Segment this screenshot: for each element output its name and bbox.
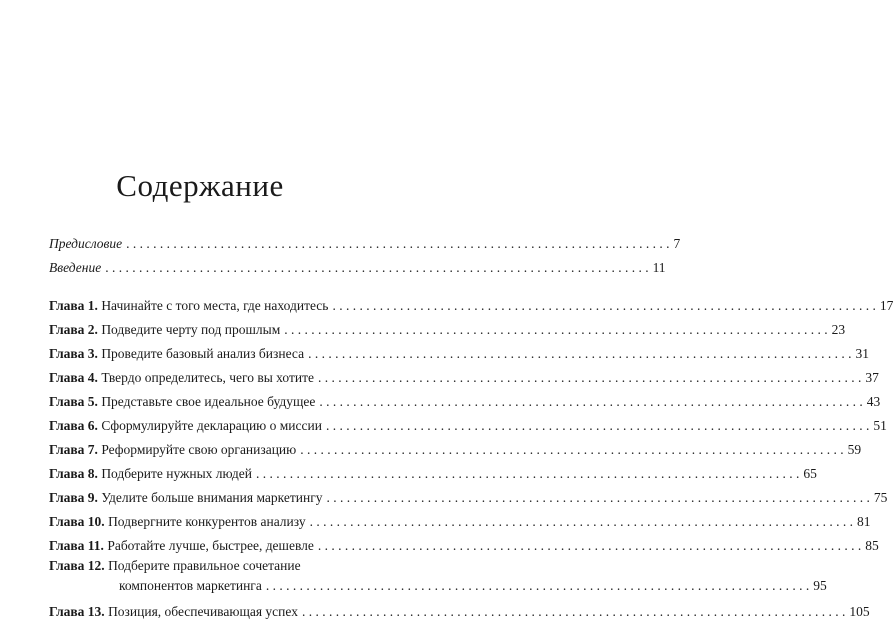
chapter-title: Твердо определитесь, чего вы хотите [101, 370, 314, 385]
chapter-title: Начинайте с того места, где находитесь [101, 298, 329, 313]
chapter-number: Глава 9. [49, 490, 98, 505]
dot-leader [310, 512, 853, 532]
toc-entry-chapter-5 [49, 388, 881, 412]
chapter-number: Глава 8. [49, 466, 98, 481]
toc-entry-chapter-13 [49, 598, 870, 622]
toc-page-number: 105 [849, 604, 870, 619]
chapter-title: Подберите правильное сочетание [108, 558, 301, 573]
chapter-title: Подведите черту под прошлым [101, 322, 281, 337]
chapter-number: Глава 13. [49, 604, 105, 619]
dot-leader [256, 464, 799, 484]
page-title: Содержание [116, 168, 284, 203]
chapter-number: Глава 11. [49, 538, 104, 553]
chapter-title: Подберите нужных людей [101, 466, 252, 481]
chapter-number: Глава 7. [49, 442, 98, 457]
dot-leader [327, 488, 870, 508]
chapter-number: Глава 3. [49, 346, 98, 361]
dot-leader [266, 576, 809, 596]
dot-leader [126, 234, 669, 254]
chapter-title: Реформируйте свою организацию [101, 442, 297, 457]
chapter-number: Глава 1. [49, 298, 98, 313]
toc-page-number: 85 [865, 538, 879, 553]
toc-page-number: 43 [866, 394, 881, 409]
toc-entry-chapter-4 [49, 364, 879, 388]
toc-page-number: 75 [873, 490, 888, 505]
chapter-title: Работайте лучше, быстрее, дешевле [107, 538, 314, 553]
dot-leader [302, 602, 845, 622]
dot-leader [326, 416, 869, 436]
toc-entry-chapter-9 [49, 484, 888, 508]
toc-page-number: 65 [803, 466, 817, 481]
toc-entry-foreword [49, 230, 681, 254]
toc-entry-chapter-7 [49, 436, 862, 460]
toc-page-number: 17 [879, 298, 893, 313]
chapter-title-continued: компонентов маркетинга [119, 578, 262, 593]
chapter-title: Представьте свое идеальное будущее [101, 394, 316, 409]
toc-entry-chapter-6 [49, 412, 887, 436]
chapter-title: Проведите базовый анализ бизнеса [101, 346, 305, 361]
chapter-number: Глава 5. [49, 394, 98, 409]
dot-leader [105, 258, 648, 278]
toc-page-number: 11 [652, 260, 666, 275]
chapter-number: Глава 2. [49, 322, 98, 337]
toc-entry-chapter-10 [49, 508, 871, 532]
dot-leader [318, 368, 861, 388]
chapter-number: Глава 6. [49, 418, 98, 433]
chapter-title: Подвергните конкурентов анализу [108, 514, 306, 529]
toc-page-number: 23 [831, 322, 846, 337]
chapter-title: Уделите больше внимания маркетингу [101, 490, 323, 505]
toc-page-number: 37 [865, 370, 879, 385]
dot-leader [332, 296, 875, 316]
dot-leader [319, 392, 862, 412]
toc-page-number: 51 [873, 418, 887, 433]
toc-entry-introduction [49, 254, 666, 278]
dot-leader [308, 344, 851, 364]
toc-entry-label: Введение [49, 260, 102, 275]
toc-page-number: 81 [856, 514, 871, 529]
dot-leader [318, 536, 861, 556]
toc-entry-chapter-1 [49, 292, 893, 316]
toc-page-number: 95 [813, 578, 827, 593]
dot-leader [300, 440, 843, 460]
toc-entry-chapter-8 [49, 460, 817, 484]
chapter-number: Глава 12. [49, 558, 105, 573]
toc-entry-chapter-11 [49, 532, 879, 556]
toc-page-number: 31 [855, 346, 869, 361]
dot-leader [284, 320, 827, 340]
toc-entry-chapter-3 [49, 340, 869, 364]
toc-entry-chapter-12 [49, 556, 827, 598]
toc-page-number: 59 [847, 442, 862, 457]
toc-page-number: 7 [673, 236, 681, 251]
chapter-number: Глава 4. [49, 370, 98, 385]
toc-entry-label: Предисловие [49, 236, 123, 251]
table-of-contents [49, 230, 893, 622]
chapter-title: Сформулируйте декларацию о миссии [101, 418, 322, 433]
chapter-number: Глава 10. [49, 514, 105, 529]
chapter-title: Позиция, обеспечивающая успех [108, 604, 298, 619]
toc-entry-chapter-2 [49, 316, 846, 340]
